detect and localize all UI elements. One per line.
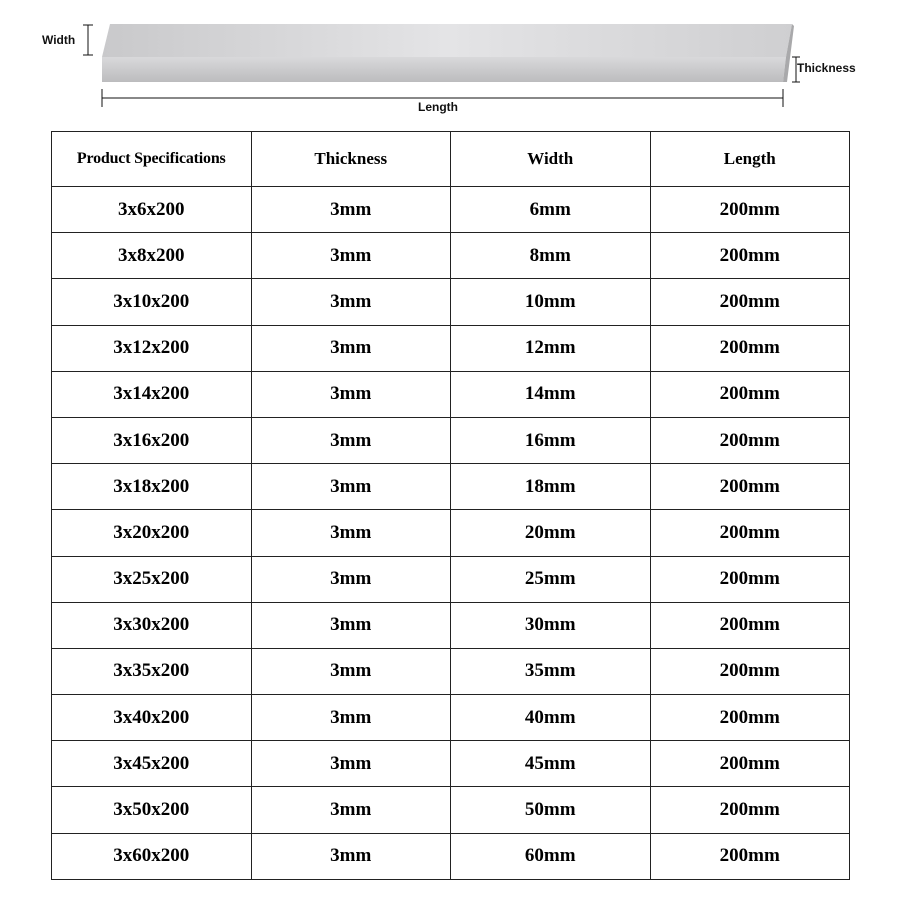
cell-length: 200mm (650, 833, 850, 879)
cell-thickness: 3mm (251, 833, 451, 879)
cell-thickness: 3mm (251, 187, 451, 233)
table-row (52, 417, 850, 463)
cell-length: 200mm (650, 464, 850, 510)
table-row (52, 833, 850, 879)
cell-thickness: 3mm (251, 556, 451, 602)
cell-length: 200mm (650, 187, 850, 233)
cell-length: 200mm (650, 695, 850, 741)
cell-width: 20mm (451, 510, 651, 556)
cell-thickness: 3mm (251, 648, 451, 694)
table-row (52, 741, 850, 787)
table-row (52, 648, 850, 694)
cell-length: 200mm (650, 556, 850, 602)
table-row (52, 695, 850, 741)
table-row (52, 602, 850, 648)
cell-length: 200mm (650, 787, 850, 833)
cell-spec: 3x8x200 (52, 233, 252, 279)
cell-width: 8mm (451, 233, 651, 279)
header-width: Width (451, 132, 651, 187)
cell-spec: 3x6x200 (52, 187, 252, 233)
cell-width: 50mm (451, 787, 651, 833)
cell-thickness: 3mm (251, 602, 451, 648)
cell-length: 200mm (650, 371, 850, 417)
cell-thickness: 3mm (251, 371, 451, 417)
cell-length: 200mm (650, 233, 850, 279)
length-label: Length (418, 100, 458, 114)
width-label: Width (42, 33, 76, 47)
bar-top-face (102, 24, 792, 57)
cell-thickness: 3mm (251, 279, 451, 325)
bar-diagram (0, 0, 900, 125)
cell-length: 200mm (650, 279, 850, 325)
cell-thickness: 3mm (251, 233, 451, 279)
cell-spec: 3x25x200 (52, 556, 252, 602)
cell-width: 16mm (451, 417, 651, 463)
table-row (52, 325, 850, 371)
cell-width: 25mm (451, 556, 651, 602)
cell-thickness: 3mm (251, 787, 451, 833)
cell-thickness: 3mm (251, 510, 451, 556)
cell-width: 6mm (451, 187, 651, 233)
cell-length: 200mm (650, 417, 850, 463)
bar-front-face (102, 57, 786, 82)
cell-width: 12mm (451, 325, 651, 371)
cell-thickness: 3mm (251, 741, 451, 787)
cell-spec: 3x14x200 (52, 371, 252, 417)
cell-spec: 3x45x200 (52, 741, 252, 787)
cell-width: 60mm (451, 833, 651, 879)
header-thickness: Thickness (251, 132, 451, 187)
cell-spec: 3x30x200 (52, 602, 252, 648)
cell-width: 14mm (451, 371, 651, 417)
cell-spec: 3x50x200 (52, 787, 252, 833)
cell-width: 35mm (451, 648, 651, 694)
cell-width: 45mm (451, 741, 651, 787)
header-length: Length (650, 132, 850, 187)
cell-spec: 3x16x200 (52, 417, 252, 463)
cell-thickness: 3mm (251, 325, 451, 371)
table-header-row (52, 132, 850, 187)
cell-width: 10mm (451, 279, 651, 325)
cell-spec: 3x12x200 (52, 325, 252, 371)
cell-width: 40mm (451, 695, 651, 741)
cell-thickness: 3mm (251, 464, 451, 510)
cell-length: 200mm (650, 648, 850, 694)
spec-table (51, 131, 850, 880)
cell-width: 30mm (451, 602, 651, 648)
table-row (52, 510, 850, 556)
table-row (52, 233, 850, 279)
cell-spec: 3x40x200 (52, 695, 252, 741)
cell-length: 200mm (650, 510, 850, 556)
table-row (52, 279, 850, 325)
cell-spec: 3x35x200 (52, 648, 252, 694)
cell-thickness: 3mm (251, 417, 451, 463)
cell-length: 200mm (650, 325, 850, 371)
cell-length: 200mm (650, 741, 850, 787)
table-row (52, 187, 850, 233)
cell-spec: 3x18x200 (52, 464, 252, 510)
header-product-specifications: Product Specifications (52, 132, 252, 187)
thickness-label: Thickness (797, 61, 856, 75)
cell-length: 200mm (650, 602, 850, 648)
table-row (52, 371, 850, 417)
table-row (52, 556, 850, 602)
cell-spec: 3x60x200 (52, 833, 252, 879)
table-row (52, 464, 850, 510)
cell-width: 18mm (451, 464, 651, 510)
cell-thickness: 3mm (251, 695, 451, 741)
cell-spec: 3x20x200 (52, 510, 252, 556)
cell-spec: 3x10x200 (52, 279, 252, 325)
table-row (52, 787, 850, 833)
